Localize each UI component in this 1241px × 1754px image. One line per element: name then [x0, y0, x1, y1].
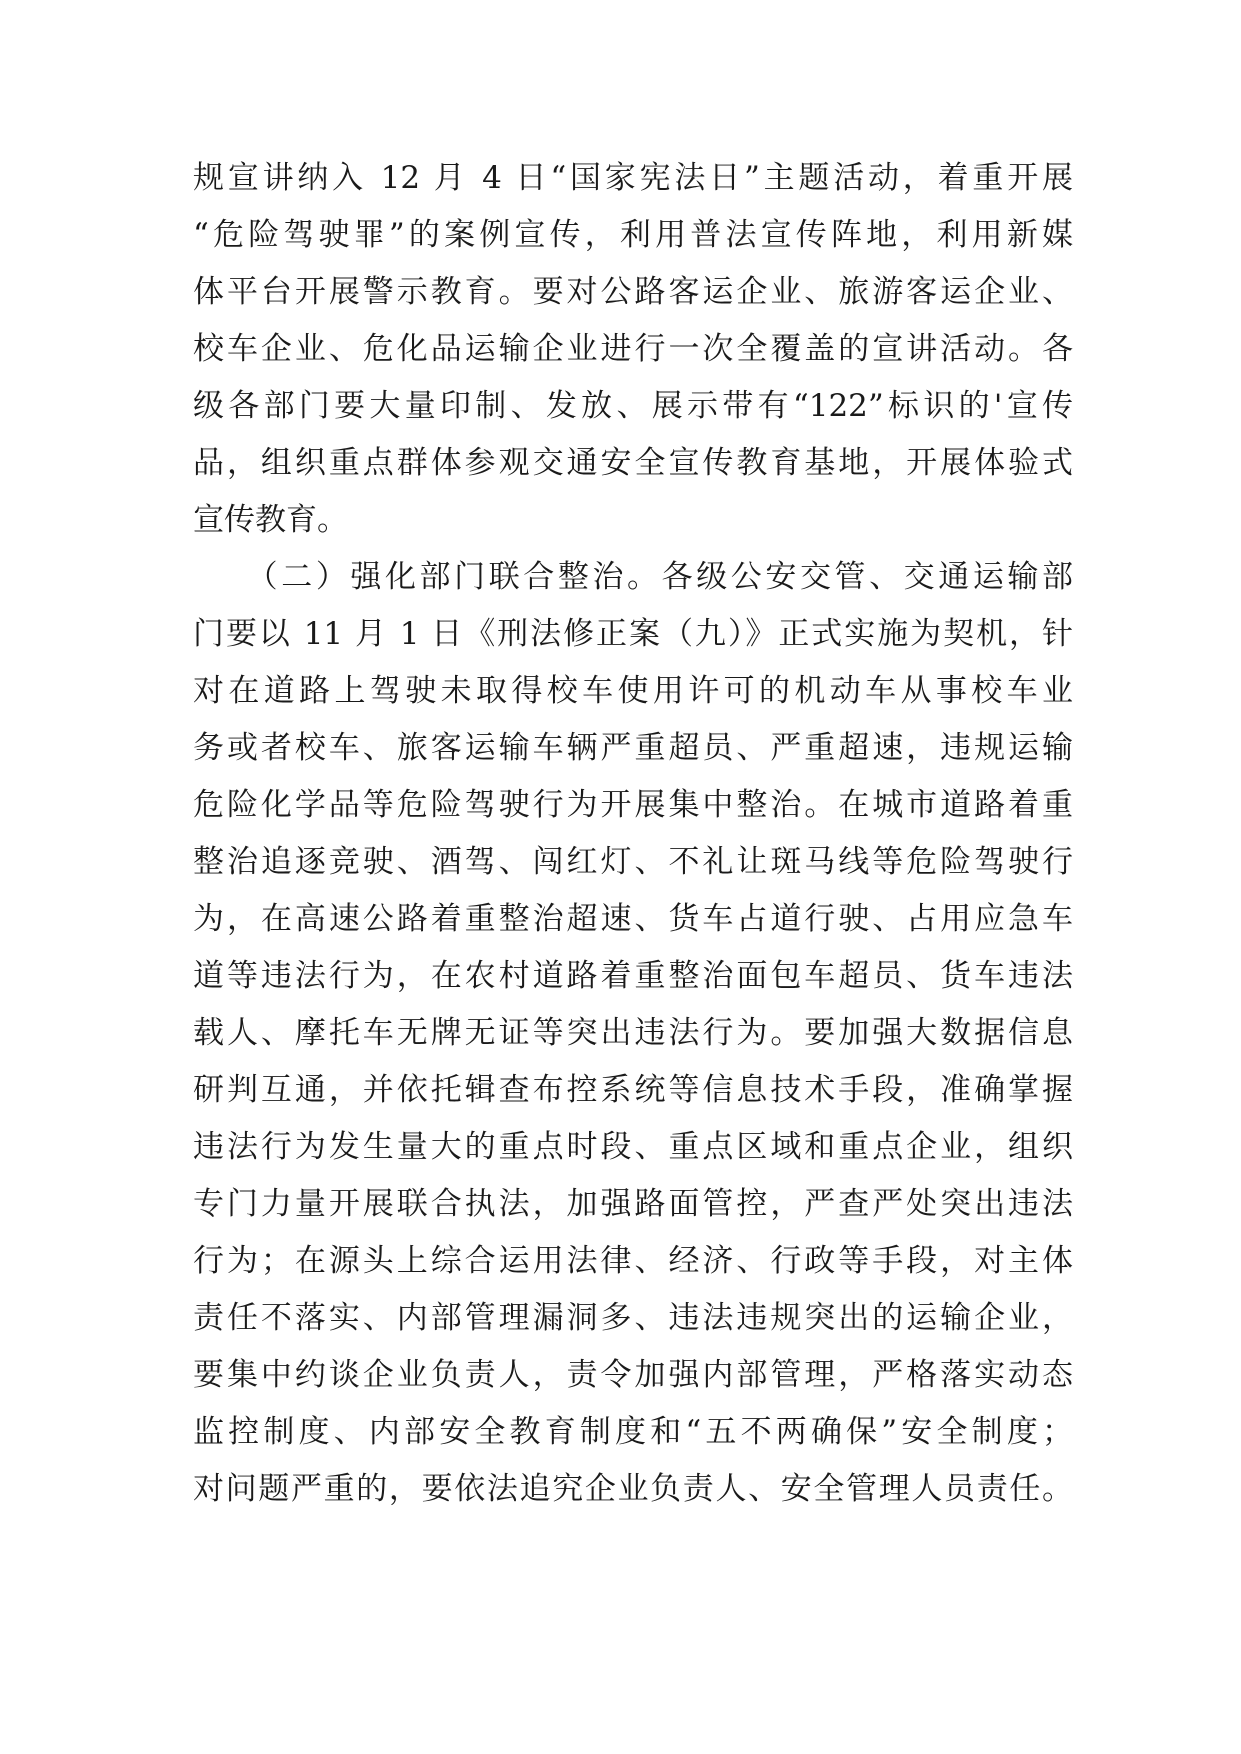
text-line: 行为；在源头上综合运用法律、经济、行政等手段，对主体	[193, 1243, 1073, 1279]
text-line: 规宣讲纳入 12 月 4 日“国家宪法日”主题活动，着重开展	[193, 160, 1073, 196]
body-text	[193, 150, 1073, 1518]
text-line: 违法行为发生量大的重点时段、重点区域和重点企业，组织	[193, 1129, 1073, 1165]
text-line: 品，组织重点群体参观交通安全宣传教育基地，开展体验式	[193, 445, 1073, 481]
text-line: 为，在高速公路着重整治超速、货车占道行驶、占用应急车	[193, 901, 1073, 937]
text-line: （二）强化部门联合整治。各级公安交管、交通运输部	[193, 559, 1073, 595]
text-line: 级各部门要大量印制、发放、展示带有“122”标识的'宣传	[193, 388, 1073, 424]
text-line: “危险驾驶罪”的案例宣传，利用普法宣传阵地，利用新媒	[193, 217, 1073, 253]
text-line: 监控制度、内部安全教育制度和“五不两确保”安全制度；	[193, 1414, 1073, 1450]
text-line: 道等违法行为，在农村道路着重整治面包车超员、货车违法	[193, 958, 1073, 994]
text-line: 责任不落实、内部管理漏洞多、违法违规突出的运输企业，	[193, 1300, 1073, 1336]
text-line: 危险化学品等危险驾驶行为开展集中整治。在城市道路着重	[193, 787, 1073, 823]
text-line: 对在道路上驾驶未取得校车使用许可的机动车从事校车业	[193, 673, 1073, 709]
text-line: 宣传教育。	[193, 502, 348, 538]
text-line: 整治追逐竞驶、酒驾、闯红灯、不礼让斑马线等危险驾驶行	[193, 844, 1073, 880]
text-line: 体平台开展警示教育。要对公路客运企业、旅游客运企业、	[193, 274, 1073, 310]
text-line: 专门力量开展联合执法，加强路面管控，严查严处突出违法	[193, 1186, 1073, 1222]
text-line: 务或者校车、旅客运输车辆严重超员、严重超速，违规运输	[193, 730, 1073, 766]
text-line: 要集中约谈企业负责人，责令加强内部管理，严格落实动态	[193, 1357, 1073, 1393]
text-line: 门要以 11 月 1 日《刑法修正案（九）》正式实施为契机，针	[193, 616, 1073, 652]
text-line: 校车企业、危化品运输企业进行一次全覆盖的宣讲活动。各	[193, 331, 1073, 367]
text-line: 对问题严重的，要依法追究企业负责人、安全管理人员责任。	[193, 1471, 1073, 1507]
text-line: 研判互通，并依托辑查布控系统等信息技术手段，准确掌握	[193, 1072, 1073, 1108]
text-line: 载人、摩托车无牌无证等突出违法行为。要加强大数据信息	[193, 1015, 1073, 1051]
